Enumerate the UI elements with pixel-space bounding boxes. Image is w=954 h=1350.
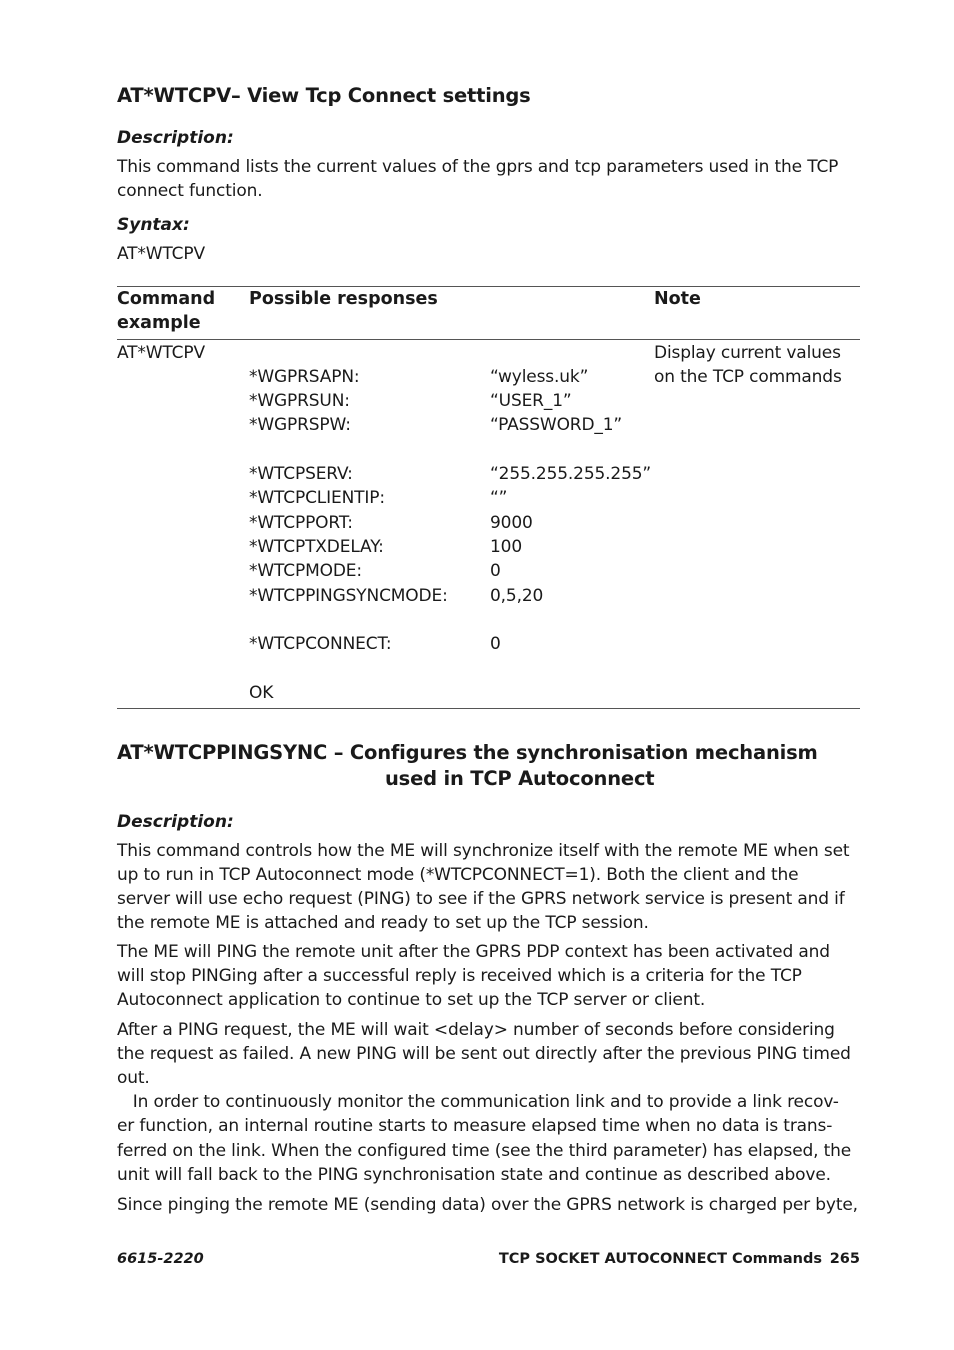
- response-value: “wyless.uk”: [490, 367, 589, 387]
- paragraph-line: ferred on the link. When the configured time (see the third parameter) has elapsed, the: [117, 1141, 852, 1161]
- description-line: This command lists the current values of the gprs and tcp parameters used in the TCP: [117, 157, 839, 177]
- response-name: *WTCPCONNECT:: [249, 634, 392, 654]
- paragraph-line: Autoconnect application to continue to set up the TCP server or client.: [117, 990, 706, 1010]
- response-value: 0: [490, 634, 501, 654]
- response-name: *WTCPPINGSYNCMODE:: [249, 586, 448, 606]
- footer-chapter: TCP SOCKET AUTOCONNECT Commands: [498, 1251, 822, 1267]
- response-value: 9000: [490, 513, 533, 533]
- table-header-command: Command example: [117, 289, 216, 333]
- paragraph-line: out.: [117, 1068, 150, 1088]
- response-name: *WGPRSAPN:: [249, 367, 360, 387]
- response-name: *WGPRSPW:: [249, 415, 351, 435]
- paragraph-line: The ME will PING the remote unit after the GPRS PDP context has been activated and: [117, 942, 830, 962]
- section-title-wtcppingsync: AT*WTCPPINGSYNC – Configures the synchronisation mechanism: [117, 741, 818, 764]
- response-value: 100: [490, 537, 522, 557]
- response-name: *WGPRSUN:: [249, 391, 350, 411]
- syntax-label: Syntax:: [117, 215, 190, 235]
- paragraph-line: server will use echo request (PING) to see if the GPRS network service is present and if: [117, 889, 845, 909]
- section-title-wtcpv: AT*WTCPV– View Tcp Connect settings: [117, 84, 531, 107]
- section-title-wtcppingsync-line2: used in TCP Autoconnect: [385, 767, 655, 790]
- table-header-note: Note: [654, 289, 701, 309]
- paragraph-line: will stop PINGing after a successful reply is received which is a criteria for the TCP: [117, 966, 802, 986]
- response-value: 0,5,20: [490, 586, 544, 606]
- response-value: “”: [490, 488, 508, 508]
- paragraph-line: the remote ME is attached and ready to set up the TCP session.: [117, 913, 649, 933]
- footer-doc-number: 6615-2220: [117, 1251, 204, 1267]
- response-name: *WTCPPORT:: [249, 513, 353, 533]
- table-header-responses: Possible responses: [249, 289, 438, 309]
- note-line: on the TCP commands: [654, 367, 842, 387]
- paragraph-line: the request as failed. A new PING will be sent out directly after the previous PING timed: [117, 1044, 851, 1064]
- paragraph-line: After a PING request, the ME will wait <delay> number of seconds before considering: [117, 1020, 835, 1040]
- response-name: *WTCPCLIENTIP:: [249, 488, 385, 508]
- command-example: AT*WTCPV: [117, 343, 205, 363]
- response-value: 0: [490, 561, 501, 581]
- paragraph-line: In order to continuously monitor the communication link and to provide a link recov-: [117, 1092, 839, 1112]
- description-line: connect function.: [117, 181, 263, 201]
- table-bottom-rule: [117, 708, 860, 709]
- description-label: Description:: [117, 128, 234, 148]
- response-value: “USER_1”: [490, 391, 572, 411]
- footer-page-number: 265: [829, 1251, 860, 1267]
- paragraph-line: unit will fall back to the PING synchronisation state and continue as described above.: [117, 1165, 831, 1185]
- paragraph-line: up to run in TCP Autoconnect mode (*WTCPCONNECT=1). Both the client and the: [117, 865, 799, 885]
- response-ok: OK: [249, 683, 274, 703]
- response-name: *WTCPMODE:: [249, 561, 362, 581]
- paragraph-line: Since pinging the remote ME (sending data) over the GPRS network is charged per byte,: [117, 1195, 858, 1215]
- response-value: “255.255.255.255”: [490, 464, 652, 484]
- note-line: Display current values: [654, 343, 841, 363]
- paragraph-line: er function, an internal routine starts to measure elapsed time when no data is trans-: [117, 1116, 833, 1136]
- response-value: “PASSWORD_1”: [490, 415, 623, 435]
- syntax-command: AT*WTCPV: [117, 244, 205, 264]
- response-name: *WTCPTXDELAY:: [249, 537, 384, 557]
- table-header-rule: [117, 339, 860, 340]
- description-label: Description:: [117, 812, 234, 832]
- response-name: *WTCPSERV:: [249, 464, 353, 484]
- paragraph-line: This command controls how the ME will synchronize itself with the remote ME when set: [117, 841, 850, 861]
